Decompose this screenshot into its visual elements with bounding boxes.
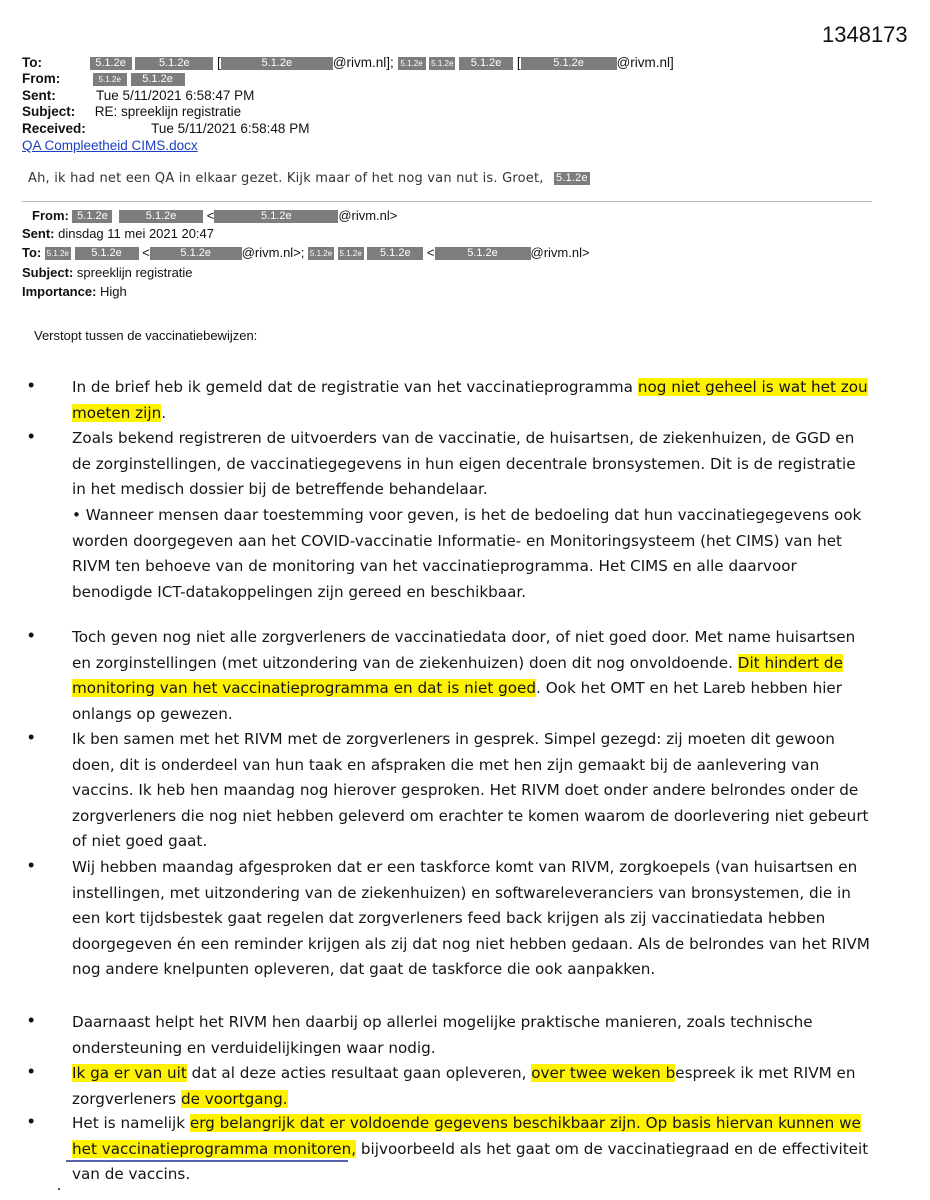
paragraph-4: Ik ben samen met het RIVM met de zorgverleners in gesprek. Simpel gezegd: zij moeten dit gewoon doen, dit is onderdeel van hun taak en afspraken die met hen zijn gemaakt bij de aanlevering van vaccins. Ik heb hen maandag nog hierover gesproken. Het RIVM doet onder andere belrondes onder de zorgverleners die nog niet hebben geleverd om erachter te komen waarom de doorlevering niet gebeurt of niet goed gaat.: [72, 730, 869, 850]
paragraph-8: [72, 1111, 872, 1188]
redaction: 5.1.2e: [135, 57, 213, 70]
bullet-dot: •: [28, 1061, 35, 1081]
email2-to-row: To: 5.1.2e 5.1.2e < 5.1.2e @rivm.nl>; 5.1.2e 5.1.2e 5.1.2e < 5.1.2e @rivm.nl>: [22, 245, 590, 260]
email-domain: @rivm.nl: [616, 55, 671, 70]
email-domain: @rivm.nl>;: [241, 245, 305, 260]
redaction: 5.1.2e: [214, 210, 338, 223]
email-domain: @rivm.nl: [332, 55, 387, 70]
highlighted-text: erg belangrijk dat er voldoende gegevens beschikbaar zijn. Op basis hiervan kunnen we het vaccinatieprogramma monitoren,: [72, 1114, 861, 1158]
sent-label: Sent:: [22, 226, 55, 241]
redaction: 5.1.2e: [431, 58, 454, 68]
intro-line: Verstopt tussen de vaccinatiebewijzen:: [34, 328, 258, 343]
text: Het is namelijk: [72, 1114, 190, 1132]
redaction: 5.1.2e: [521, 57, 617, 70]
email1-from-row: [22, 71, 185, 86]
paragraph-2: Zoals bekend registreren de uitvoerders van de vaccinatie, de huisartsen, de ziekenhuizen, de GGD en de zorginstellingen, de vaccinatiegegevens in hun eigen decentrale bronsystemen. Dit is de registratie in het medisch dossier bij de betreffende behandelaar.: [72, 429, 856, 498]
importance-value: High: [100, 284, 127, 299]
redaction: 5.1.2e: [75, 247, 139, 260]
email1-sent-row: [22, 88, 254, 103]
bullet-dot: •: [28, 426, 35, 446]
highlighted-text: Ik ga er van uit: [72, 1064, 187, 1082]
email1-subject-row: [22, 104, 241, 119]
scan-mark: [58, 1188, 60, 1190]
bullet-dot: •: [28, 1111, 35, 1131]
redaction: 5.1.2e: [90, 57, 132, 70]
subject-label: Subject:: [22, 265, 74, 280]
paragraph-3: [72, 625, 872, 727]
redaction: 5.1.2e: [435, 247, 531, 260]
highlighted-text: nog niet geheel is wat het zou moeten zijn: [72, 378, 868, 422]
bullet-dot: •: [28, 855, 35, 875]
email1-to-row: To: 5.1.2e 5.1.2e [ 5.1.2e @rivm.nl]; 5.1.2e 5.1.2e 5.1.2e [ 5.1.2e @rivm.nl]: [22, 55, 674, 70]
sent-value: Tue 5/11/2021 6:58:47 PM: [96, 88, 255, 103]
from-label: From:: [22, 71, 61, 86]
redaction: 5.1.2e: [119, 210, 203, 223]
text: dat al deze acties resultaat gaan opleveren,: [186, 1064, 532, 1082]
paragraph-1: [72, 375, 872, 426]
subject-value: RE: spreeklijn registratie: [94, 104, 242, 119]
redaction: 5.1.2e: [367, 247, 423, 260]
received-label: Received:: [22, 121, 86, 136]
subject-label: Subject:: [22, 104, 76, 119]
redaction: 5.1.2e: [339, 249, 362, 259]
email2-subject-row: [22, 265, 193, 280]
bullet-dot: •: [28, 625, 35, 645]
email2-from-row: From: 5.1.2e 5.1.2e < 5.1.2e @rivm.nl>: [32, 208, 398, 223]
redaction: 5.1.2e: [131, 73, 185, 86]
sent-value: dinsdag 11 mei 2021 20:47: [58, 226, 215, 241]
highlighted-text: over twee weken b: [531, 1064, 676, 1082]
highlighted-text: Dit hindert de monitoring van het vaccinatieprogramma en dat is niet goed: [72, 653, 843, 697]
redaction: 5.1.2e: [72, 210, 112, 223]
email2-sent-row: [22, 226, 214, 241]
redaction: 5.1.2e: [309, 249, 333, 259]
email-domain: @rivm.nl>: [530, 245, 590, 260]
paragraph-6: Daarnaast helpt het RIVM hen daarbij op allerlei mogelijke praktische manieren, zoals technische ondersteuning en verduidelijkingen waar nodig.: [72, 1013, 813, 1057]
paragraph-7: [72, 1061, 872, 1112]
to-label: To:: [22, 245, 42, 260]
highlighted-text: de voortgang.: [180, 1089, 288, 1108]
divider: [22, 201, 872, 202]
redaction: 5.1.2e: [93, 73, 127, 86]
from-label: From:: [32, 208, 69, 223]
to-label: To:: [22, 55, 42, 70]
reply-text: Ah, ik had net een QA in elkaar gezet. Kijk maar of het nog van nut is. Groet,: [28, 171, 544, 186]
text: bijvoorbeeld als het gaat om de vaccinatiegraad en de effectiviteit van de vaccins.: [72, 1139, 869, 1183]
importance-label: Importance:: [22, 284, 97, 299]
redaction: 5.1.2e: [150, 247, 242, 260]
blue-underline: [66, 1160, 348, 1162]
bullet-dot: •: [28, 1010, 35, 1030]
paragraph-5: Wij hebben maandag afgesproken dat er een taskforce komt van RIVM, zorgkoepels (van huisartsen en instellingen, met uitzondering van de ziekenhuizen) en softwareleveranciers van bronsystemen, die in een kort tijdsbestek gaat regelen dat zorgverleners feed back krijgen als zij vaccinatiedata hebben doorgegeven én een reminder krijgen als zij dat nog niet hebben gedaan. Als de belrondes van het RIVM nog andere knelpunten opleveren, dat gaat de taskforce die ook aanpakken.: [72, 858, 870, 978]
redaction: 5.1.2e: [398, 57, 426, 70]
text: Toch geven nog niet alle zorgverleners de vaccinatiedata door, of niet goed door. Met name huisartsen en zorginstellingen (met uitzondering van de ziekenhuizen) doen dit nog onvoldoende.: [72, 628, 856, 672]
redaction: 5.1.2e: [46, 249, 69, 259]
paragraph-2-sub: • Wanneer mensen daar toestemming voor geven, is het de bedoeling dat hun vaccinatiegegevens ook worden doorgegeven aan het COVID-vaccinatie Informatie- en Monitoringsysteem (het CIMS) van het RIVM ten behoeve van de monitoring van het vaccinatieprogramma. Het CIMS en alle daarvoor benodigde ICT-datakoppelingen zijn gereed en beschikbaar.: [72, 506, 862, 601]
reply-body: [28, 171, 590, 186]
text: espreek ik met RIVM en zorgverleners: [72, 1064, 856, 1108]
redaction: 5.1.2e: [554, 172, 590, 185]
text: .: [161, 403, 167, 422]
received-value: Tue 5/11/2021 6:58:48 PM: [151, 121, 310, 136]
subject-value: spreeklijn registratie: [76, 265, 193, 280]
redaction: 5.1.2e: [221, 57, 333, 70]
attachment-link[interactable]: QA Compleetheid CIMS.docx: [22, 138, 198, 153]
email1-received-row: [22, 121, 309, 136]
email-domain: @rivm.nl>: [338, 208, 398, 223]
bullet-dot: •: [28, 727, 35, 747]
text: . Ook het OMT en het Lareb hebben hier onlangs op gewezen.: [72, 679, 843, 723]
redaction: 5.1.2e: [459, 57, 513, 70]
sent-label: Sent:: [22, 88, 56, 103]
bullet-dot: •: [28, 375, 35, 395]
document-id: 1348173: [822, 22, 908, 47]
text: In de brief heb ik gemeld dat de registratie van het vaccinatieprogramma: [72, 378, 638, 396]
email2-importance-row: [22, 284, 127, 299]
